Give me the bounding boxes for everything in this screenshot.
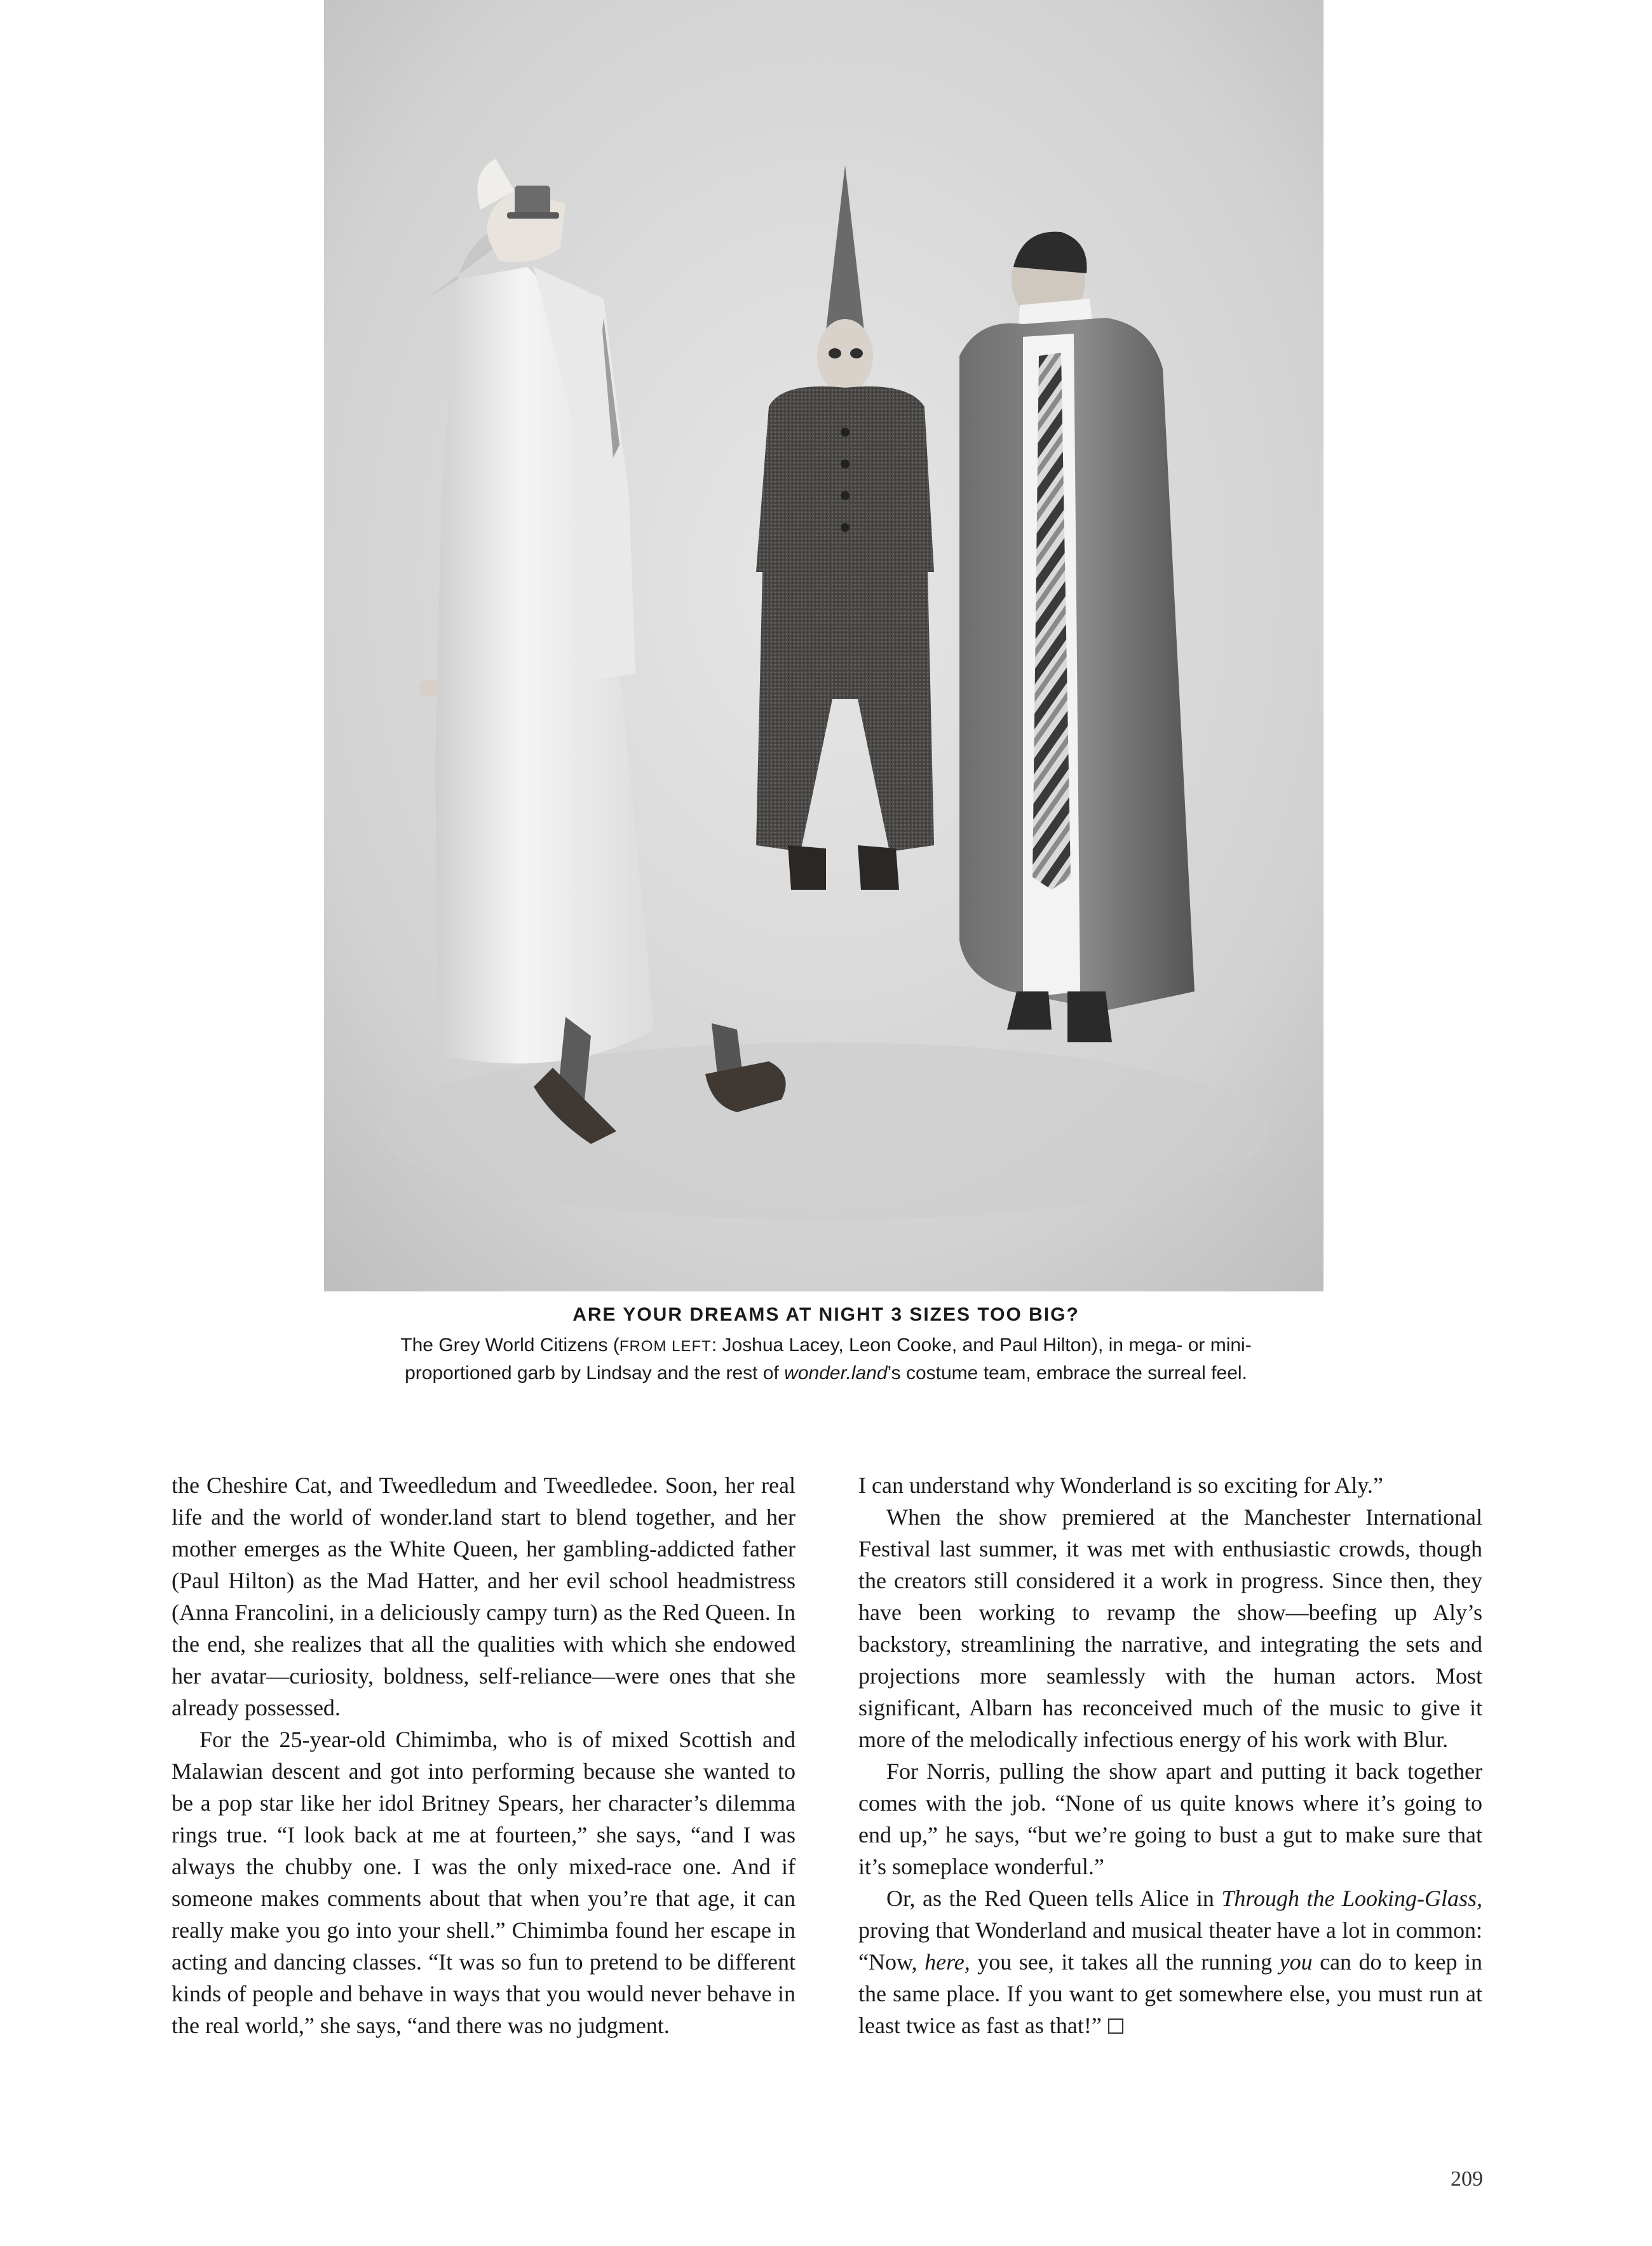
article-paragraph [858,1882,1482,2041]
caption-text: The Grey World Citizens ( [400,1335,620,1356]
article-paragraph: For the 25-year-old Chimimba, who is of mixed Scottish and Malawian descent and got into performing because she wanted to be a pop star like her idol Britney Spears, her character’s dilemma rings true. “I look back at me at fourteen,” she says, “and I was always the chubby one. I was the only mixed-race one. And if someone makes comments about that when you’re that age, it can really make you go into your shell.” Chimimba found her escape in acting and dancing classes. “It was so fun to pretend to be different kinds of people and behave in ways that you would never behave in the real world,” she says, “and there was no judgment. [172,1727,796,2038]
article-paragraph: I can understand why Wonderland is so exciting for Aly.” [858,1473,1383,1498]
caption-from-left: FROM LEFT [619,1338,712,1355]
caption-text: : Joshua Lacey, Leon Cooke, and Paul Hilton), in mega- or mini- [711,1335,1252,1356]
caption-body [229,1332,1423,1387]
end-mark-icon [1108,2018,1123,2034]
emphasis-here: here, [924,1949,970,1975]
caption-text: proportioned garb by Lindsay and the rest of [405,1363,785,1384]
article-text: can do to keep in the same place. If you want to get somewhere else, you must run at least twice as fast as that!” [858,1949,1482,2038]
article-text: you see, it takes all the running [970,1949,1280,1975]
caption-show-title: wonder.land [784,1363,888,1384]
caption-title: ARE YOUR DREAMS AT NIGHT 3 SIZES TOO BIG? [572,1304,1080,1325]
article-paragraph: When the show premiered at the Manchester International Festival last summer, it was met with enthusiastic crowds, though the creators still considered it a work in progress. Since then, they have been working to revamp the show—beefing up Aly’s backstory, streamlining the narrative, and integrating the sets and projections more seamlessly with the human actors. Most significant, Albarn has reconceived much of the music to give it more of the melodically infectious energy of his work with Blur. [858,1504,1482,1752]
book-title: Through the Looking-Glass, [1221,1886,1482,1911]
page-number: 209 [1451,2167,1483,2191]
article-paragraph: For Norris, pulling the show apart and putting it back together comes with the job. “None of us quite knows where it’s going to end up,” he says, “but we’re going to bust a gut to make sure that it’s someplace wonderful.” [858,1759,1482,1879]
article-column-right [858,1469,1482,2041]
feature-photograph [324,0,1324,1291]
photo-caption [229,1304,1423,1387]
article-paragraph: the Cheshire Cat, and Tweedledum and Tweedledee. Soon, her real life and the world of wonder.land start to blend together, and her mother emerges as the White Queen, her gambling-addicted father (Paul Hilton) as the Mad Hatter, and her evil school headmistress (Anna Francolini, in a deliciously campy turn) as the Red Queen. In the end, she realizes that all the qualities with which she endowed her avatar—curiosity, boldness, self-reliance—were ones that she already possessed. [172,1473,796,1720]
caption-text: ’s costume team, embrace the surreal feel. [887,1363,1247,1384]
article-column-left [172,1469,796,2041]
article-text: Or, as the Red Queen tells Alice in [886,1886,1222,1911]
article-text: proving that Wonderland and musical theater have a lot in common: “Now, [858,1917,1482,1975]
emphasis-you: you [1279,1949,1313,1975]
